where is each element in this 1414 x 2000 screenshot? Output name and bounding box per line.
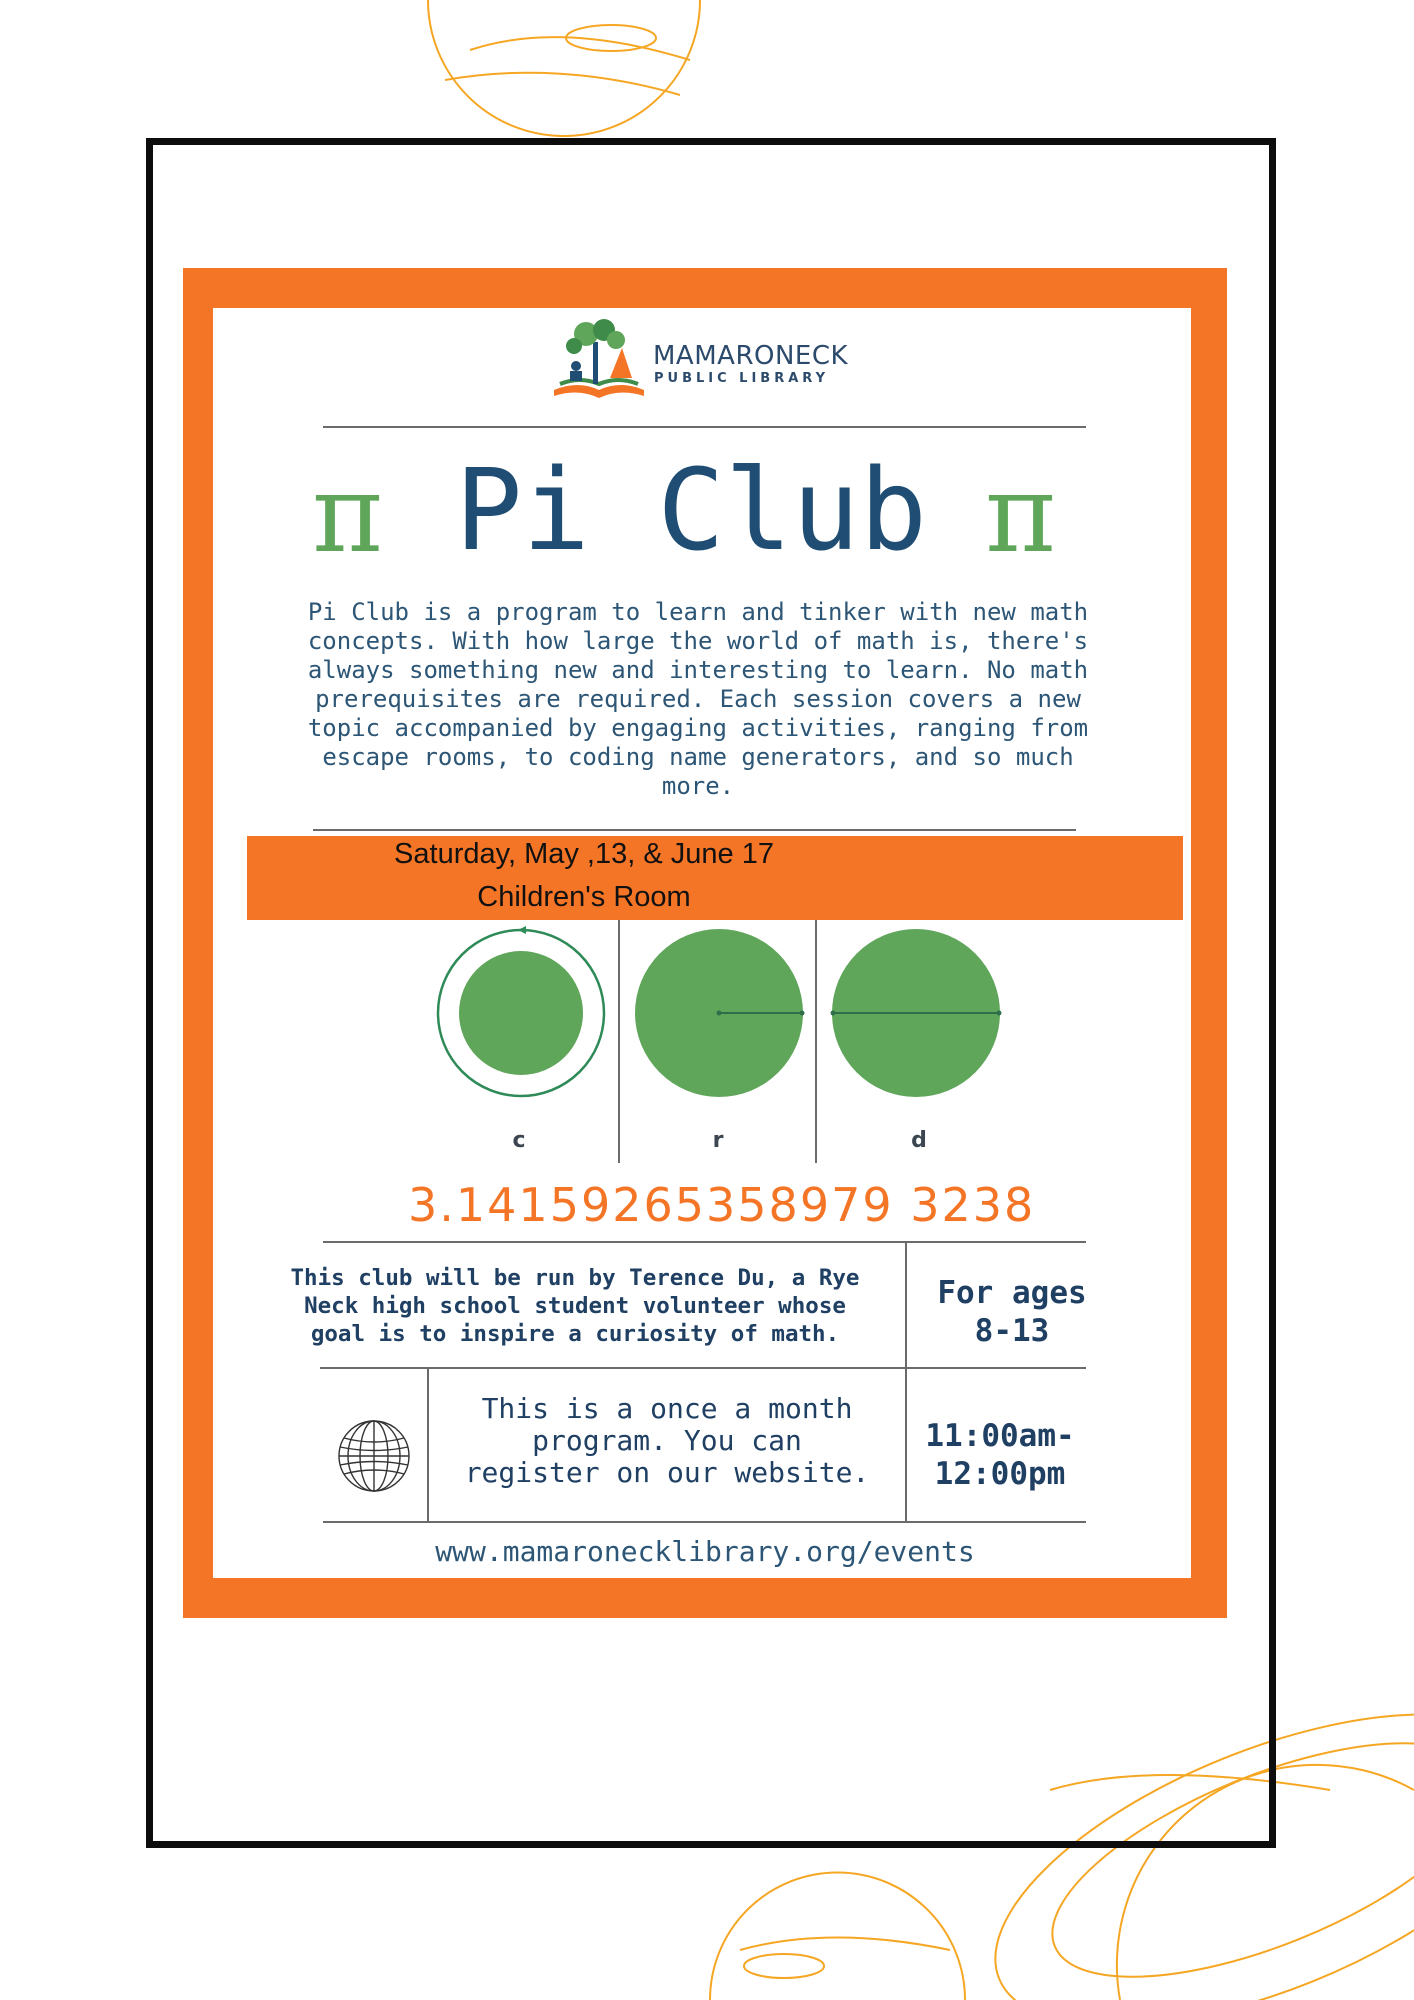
diagram-divider: [815, 920, 817, 1163]
table-divider: [427, 1367, 429, 1522]
frequency-info: [432, 1393, 902, 1489]
description-line: always something new and interesting to learn. No math: [307, 656, 1089, 684]
description-line: more.: [661, 772, 735, 800]
frequency-line: This is a once a month: [481, 1392, 853, 1425]
diagram-divider: [618, 920, 620, 1163]
circumference-circle-icon: [430, 925, 610, 1105]
logo-name: MAMARONECK: [653, 341, 849, 371]
runner-line: This club will be run by Terence Du, a Rye: [290, 1265, 860, 1291]
description-line: topic accompanied by engaging activities, ranging from: [307, 714, 1089, 742]
time-info: [900, 1417, 1100, 1493]
pi-digits: 3.14159265358979 3238: [408, 1178, 1036, 1232]
pi-symbol-right: π: [985, 452, 1056, 577]
page-title: Pi Club: [455, 446, 928, 576]
frequency-line: program. You can: [532, 1424, 802, 1457]
runner-line: Neck high school student volunteer whose: [304, 1293, 846, 1319]
time-line: 12:00pm: [934, 1456, 1066, 1492]
description-line: prerequisites are required. Each session covers a new: [315, 685, 1081, 713]
library-logo-icon: [548, 318, 650, 404]
events-url[interactable]: www.mamaronecklibrary.org/events: [435, 1535, 975, 1568]
table-border-bottom: [323, 1521, 1086, 1523]
logo-subtitle: PUBLIC LIBRARY: [654, 371, 829, 386]
banner-dates: Saturday, May ,13, & June 17: [394, 838, 774, 870]
description-line: escape rooms, to coding name generators, and so much: [322, 743, 1074, 771]
divider-top: [323, 426, 1086, 428]
date-banner: [247, 836, 1183, 920]
table-border-middle: [320, 1367, 1086, 1369]
pi-symbol-left: π: [312, 452, 383, 577]
runner-line: goal is to inspire a curiosity of math.: [310, 1321, 840, 1347]
diameter-circle-icon: [827, 925, 1007, 1105]
divider-middle: [313, 829, 1076, 831]
table-border-top: [323, 1241, 1086, 1243]
frequency-line: register on our website.: [464, 1456, 870, 1489]
label-circumference: c: [512, 1128, 526, 1153]
banner-location: Children's Room: [477, 881, 691, 913]
radius-circle-icon: [630, 925, 810, 1105]
ages-line: 8-13: [974, 1313, 1050, 1349]
globe-icon: [336, 1418, 412, 1494]
description-line: Pi Club is a program to learn and tinker with new math: [307, 598, 1089, 626]
description-line: concepts. With how large the world of math is, there's: [307, 627, 1089, 655]
label-diameter: d: [911, 1128, 927, 1153]
ages-info: [912, 1274, 1112, 1350]
time-line: 11:00am-: [925, 1418, 1075, 1454]
runner-info: [250, 1264, 900, 1348]
label-radius: r: [712, 1128, 724, 1153]
description: [243, 598, 1153, 801]
ages-line: For ages: [937, 1275, 1087, 1311]
